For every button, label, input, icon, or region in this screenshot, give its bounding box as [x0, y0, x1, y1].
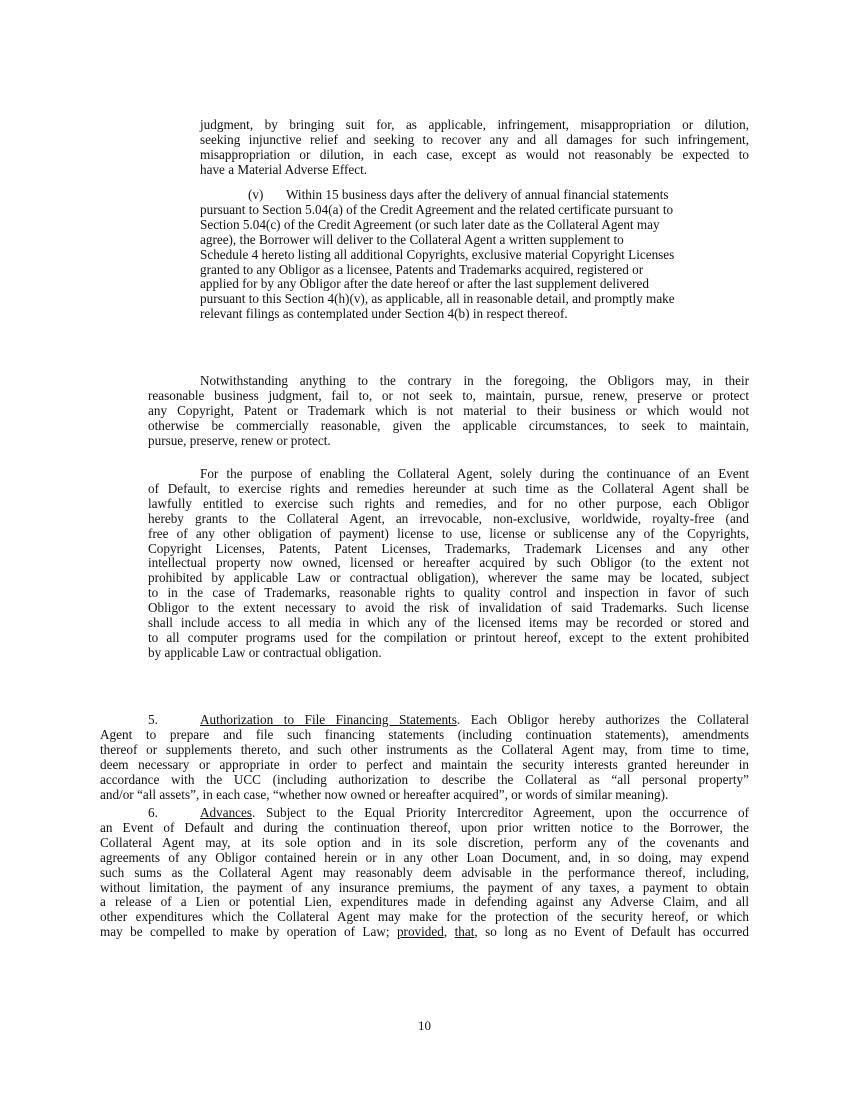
text-line: without limitation, the payment of any insurance premiums, the payment of any taxes, a payment to obtain — [100, 879, 749, 895]
text-line: a release of a Lien or potential Lien, expenditures made in defending against any Adverse Claim, and all — [100, 894, 749, 910]
text-line: to in the case of Trademarks, reasonable rights to quality control and inspection in favor of such — [148, 585, 749, 601]
text-line: and/or “all assets”, in each case, “whether now owned or hereafter acquired”, or words of similar meaning). — [100, 786, 669, 802]
text-line: Agent to prepare and file such financing statements (including continuation statements), amendments — [100, 726, 749, 742]
text-line — [100, 713, 749, 728]
text-line: have a Material Adverse Effect. — [200, 161, 368, 177]
paragraph-continuation — [200, 118, 749, 178]
section-number: 5. — [148, 712, 158, 727]
text-fragment: , — [443, 924, 455, 940]
paragraph-license-grant — [148, 467, 749, 661]
text-line: pursue, preserve, renew or protect. — [148, 432, 331, 448]
text-line: free of any other obligation of payment) license to use, license or sublicense any of the Copyrights, — [148, 525, 749, 541]
text-line: by applicable Law or contractual obligation. — [148, 644, 382, 660]
text-line: of Default, to exercise rights and remedies hereunder at such time as the Collateral Agent shall be — [148, 480, 749, 496]
paragraph-notwithstanding — [148, 374, 749, 449]
section-heading: Advances — [200, 805, 252, 820]
text-line: shall include access to all media in which any of the licensed items may be recorded or stored and — [148, 615, 749, 631]
text-line: Notwithstanding anything to the contrary in the foregoing, the Obligors may, in their — [200, 373, 749, 388]
text-line: an Event of Default and during the continuation thereof, upon prior written notice to the Borrower, the — [100, 819, 749, 835]
text-line: applied for by any Obligor after the date hereof or after the last supplement delivered — [200, 276, 649, 292]
clause-first-line: Within 15 business days after the delivery of annual financial statements — [286, 187, 669, 202]
text-line: agree), the Borrower will deliver to the Collateral Agent a written supplement to — [200, 231, 624, 247]
text-line: reasonable business judgment, fail to, or not seek to, maintain, pursue, renew, preserve or protect — [148, 387, 749, 403]
text-line: Copyright Licenses, Patents, Patent Licenses, Trademarks, Trademark Licenses and any other — [148, 540, 749, 556]
text-line: relevant filings as contemplated under Section 4(b) in respect thereof. — [200, 306, 568, 322]
text-line — [100, 806, 749, 821]
text-line: other expenditures which the Collateral Agent may make for the protection of the security hereof, or which — [100, 909, 749, 925]
clause-label: (v) — [248, 187, 264, 202]
emphasis-provided: provided — [396, 924, 444, 940]
text-line: accordance with the UCC (including authorization to describe the Collateral as “all personal property” — [100, 771, 749, 787]
section-heading: Authorization to File Financing Statements — [200, 712, 457, 727]
text-line: Schedule 4 hereto listing all additional Copyrights, exclusive material Copyright Licenses — [200, 246, 675, 262]
text-line: deem necessary or appropriate in order to perfect and maintain the security interests granted hereunder in — [100, 756, 749, 772]
text-line — [100, 925, 749, 940]
text-line: For the purpose of enabling the Collateral Agent, solely during the continuance of an Event — [200, 466, 749, 481]
text-line: such sums as the Collateral Agent may reasonably deem advisable in the performance thereof, including, — [100, 864, 749, 880]
section-first-line-rest: . Subject to the Equal Priority Intercreditor Agreement, upon the occurrence of — [252, 805, 749, 820]
text-line: Section 5.04(c) of the Credit Agreement (or such later date as the Collateral Agent may — [200, 216, 660, 232]
text-line: hereby grants to the Collateral Agent, an irrevocable, non-exclusive, worldwide, royalty-free (and — [148, 510, 749, 526]
text-line: pursuant to Section 5.04(a) of the Credit Agreement and the related certificate pursuant to — [200, 201, 674, 217]
text-line: prohibited by applicable Law or contractual obligation), wherever the same may be located, subject — [148, 570, 749, 586]
text-line: granted to any Obligor as a licensee, Patents and Trademarks acquired, registered or — [200, 261, 644, 277]
text-line: lawfully entitled to exercise such rights and remedies, and for no other purpose, each Obligor — [148, 495, 749, 511]
text-line: pursuant to this Section 4(h)(v), as applicable, all in reasonable detail, and promptly make — [200, 291, 675, 307]
emphasis-that: that — [454, 924, 475, 940]
text-line: agreements of any Obligor contained herein or in any other Loan Document, and, in so doing, may expend — [100, 849, 749, 865]
section-first-line-rest: . Each Obligor hereby authorizes the Collateral — [456, 712, 749, 727]
section-6 — [100, 806, 749, 940]
text-line: otherwise be commercially reasonable, given the applicable circumstances, to seek to maintain, — [148, 417, 749, 433]
paragraph-v — [200, 188, 749, 322]
text-line: to all computer programs used for the compilation or printout hereof, except to the extent prohibited — [148, 629, 749, 645]
text-fragment: may be compelled to make by operation of Law; — [100, 924, 397, 940]
text-fragment: , so long as no Event of Default has occurred — [474, 924, 749, 940]
text-line: Collateral Agent may, at its sole option and in its sole discretion, perform any of the covenants and — [100, 834, 749, 850]
text-line: thereof or supplements thereto, and such other instruments as the Collateral Agent may, from time to time, — [100, 741, 749, 757]
text-line: misappropriation or dilution, in each case, except as would not reasonably be expected to — [200, 146, 749, 162]
text-line: any Copyright, Patent or Trademark which is not material to their business or which would not — [148, 402, 749, 418]
text-line: Obligor to the extent necessary to avoid the risk of invalidation of said Trademarks. Such license — [148, 600, 749, 616]
text-line: intellectual property now owned, licensed or hereafter acquired by such Obligor (to the extent not — [148, 555, 749, 571]
text-line — [200, 188, 749, 203]
page-number: 10 — [418, 1018, 431, 1033]
section-5 — [100, 713, 749, 802]
section-number: 6. — [148, 805, 158, 820]
text-line: seeking injunctive relief and seeking to recover any and all damages for such infringement, — [200, 131, 749, 147]
text-line: judgment, by bringing suit for, as applicable, infringement, misappropriation or dilution, — [200, 117, 749, 132]
